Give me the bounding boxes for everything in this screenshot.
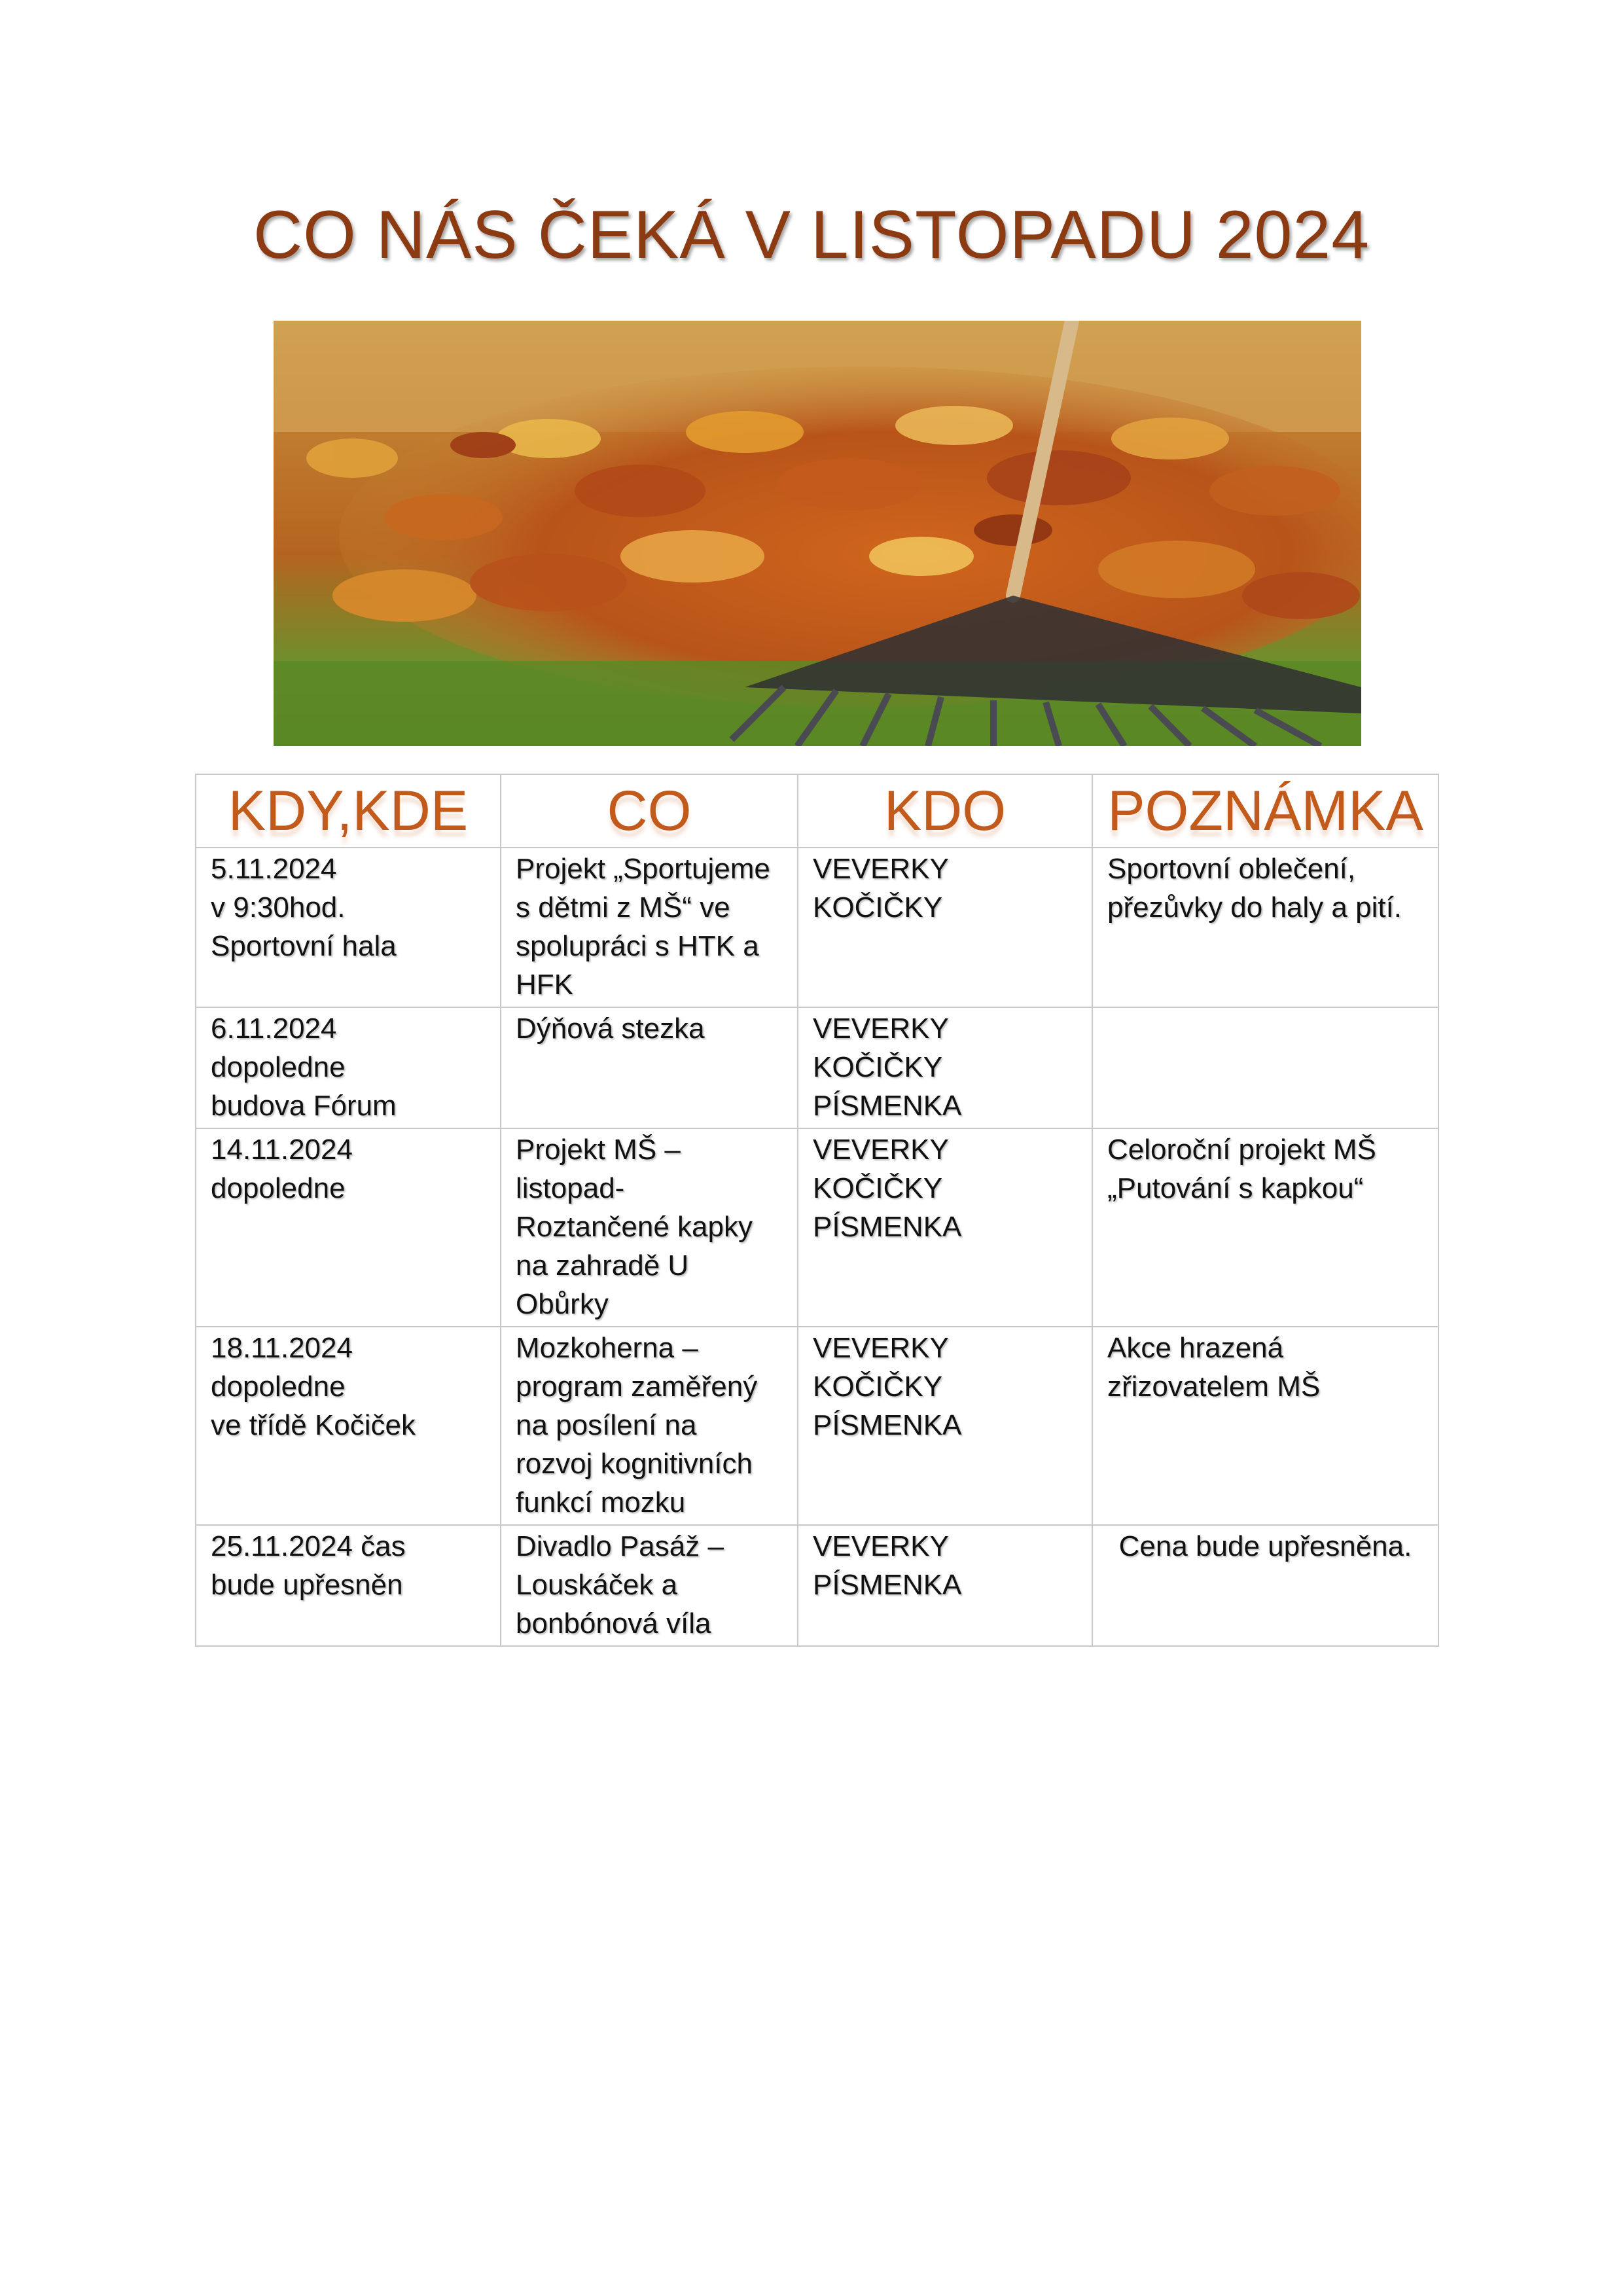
text-line: dopoledne xyxy=(211,1172,346,1204)
text-line: Projekt MŠ – xyxy=(516,1134,681,1166)
cell-who xyxy=(798,1525,1092,1646)
text-line: 18.11.2024 xyxy=(211,1332,353,1364)
text-line: PÍSMENKA xyxy=(813,1211,962,1243)
text-line: KOČIČKY xyxy=(813,1172,943,1204)
text-line: Sportovní oblečení, xyxy=(1107,853,1356,885)
text-line: VEVERKY xyxy=(813,1332,949,1364)
text-line: dopoledne xyxy=(211,1371,346,1403)
cell-who xyxy=(798,848,1092,1007)
page-title: CO NÁS ČEKÁ V LISTOPADU 2024 xyxy=(253,197,1370,273)
table-row xyxy=(196,848,1438,1007)
events-table xyxy=(195,774,1439,1647)
cell-what xyxy=(501,1007,798,1128)
header-who: KDO xyxy=(798,774,1092,848)
text-line: KOČIČKY xyxy=(813,891,943,924)
text-line: „Putování s kapkou“ xyxy=(1107,1172,1364,1204)
text-line: budova Fórum xyxy=(211,1090,397,1122)
text-line: 14.11.2024 xyxy=(211,1134,353,1166)
cell-what xyxy=(501,1525,798,1646)
cell-when-where xyxy=(196,1007,501,1128)
header-when-where: KDY,KDE xyxy=(196,774,501,848)
cell-what xyxy=(501,1128,798,1327)
cell-what xyxy=(501,1327,798,1525)
header-what: CO xyxy=(501,774,798,848)
table-header-row xyxy=(196,774,1438,848)
text-line: VEVERKY xyxy=(813,1013,949,1045)
text-line: funkcí mozku xyxy=(516,1486,686,1518)
cell-note xyxy=(1092,1327,1438,1525)
text-line: bude upřesněn xyxy=(211,1569,403,1601)
text-line: VEVERKY xyxy=(813,1134,949,1166)
text-line: spolupráci s HTK a xyxy=(516,930,759,962)
text-line: Roztančené kapky xyxy=(516,1211,753,1243)
text-line: Cena bude upřesněna. xyxy=(1118,1530,1412,1562)
text-line: Dýňová stezka xyxy=(516,1013,705,1045)
table-row xyxy=(196,1327,1438,1525)
cell-who xyxy=(798,1327,1092,1525)
cell-who xyxy=(798,1007,1092,1128)
text-line: rozvoj kognitivních xyxy=(516,1448,753,1480)
text-line: KOČIČKY xyxy=(813,1371,943,1403)
table-row xyxy=(196,1525,1438,1646)
text-line: Akce hrazená xyxy=(1107,1332,1284,1364)
text-line: na zahradě U xyxy=(516,1249,689,1282)
text-line: bonbónová víla xyxy=(516,1607,711,1640)
text-line: 25.11.2024 čas xyxy=(211,1530,406,1562)
text-line: PÍSMENKA xyxy=(813,1569,962,1601)
cell-when-where xyxy=(196,1327,501,1525)
text-line: Celoroční projekt MŠ xyxy=(1107,1134,1376,1166)
text-line: PÍSMENKA xyxy=(813,1409,962,1441)
leaves-rake-illustration xyxy=(274,321,1361,746)
text-line: na posílení na xyxy=(516,1409,697,1441)
cell-note xyxy=(1092,1007,1438,1128)
cell-when-where xyxy=(196,1128,501,1327)
cell-note xyxy=(1092,1128,1438,1327)
cell-when-where xyxy=(196,848,501,1007)
text-line: program zaměřený xyxy=(516,1371,758,1403)
text-line: VEVERKY xyxy=(813,853,949,885)
text-line: s dětmi z MŠ“ ve xyxy=(516,891,730,924)
text-line: 5.11.2024 xyxy=(211,853,337,885)
text-line: Mozkoherna – xyxy=(516,1332,698,1364)
cell-note xyxy=(1092,1525,1438,1646)
cell-note xyxy=(1092,848,1438,1007)
text-line: přezůvky do haly a pití. xyxy=(1107,891,1402,924)
header-note: POZNÁMKA xyxy=(1092,774,1438,848)
table-row xyxy=(196,1128,1438,1327)
text-line: zřizovatelem MŠ xyxy=(1107,1371,1321,1403)
cell-what xyxy=(501,848,798,1007)
text-line: PÍSMENKA xyxy=(813,1090,962,1122)
table-row xyxy=(196,1007,1438,1128)
cell-when-where xyxy=(196,1525,501,1646)
autumn-leaves-rake-photo xyxy=(274,321,1361,746)
text-line: Obůrky xyxy=(516,1288,609,1320)
text-line: dopoledne xyxy=(211,1051,346,1083)
text-line: listopad- xyxy=(516,1172,625,1204)
text-line: ve třídě Kočiček xyxy=(211,1409,416,1441)
text-line: Louskáček a xyxy=(516,1569,678,1601)
text-line: v 9:30hod. xyxy=(211,891,346,924)
text-line: Divadlo Pasáž – xyxy=(516,1530,724,1562)
text-line: KOČIČKY xyxy=(813,1051,943,1083)
cell-who xyxy=(798,1128,1092,1327)
text-line: Projekt „Sportujeme xyxy=(516,853,770,885)
text-line: VEVERKY xyxy=(813,1530,949,1562)
text-line: HFK xyxy=(516,969,573,1001)
text-line: 6.11.2024 xyxy=(211,1013,337,1045)
text-line: Sportovní hala xyxy=(211,930,397,962)
